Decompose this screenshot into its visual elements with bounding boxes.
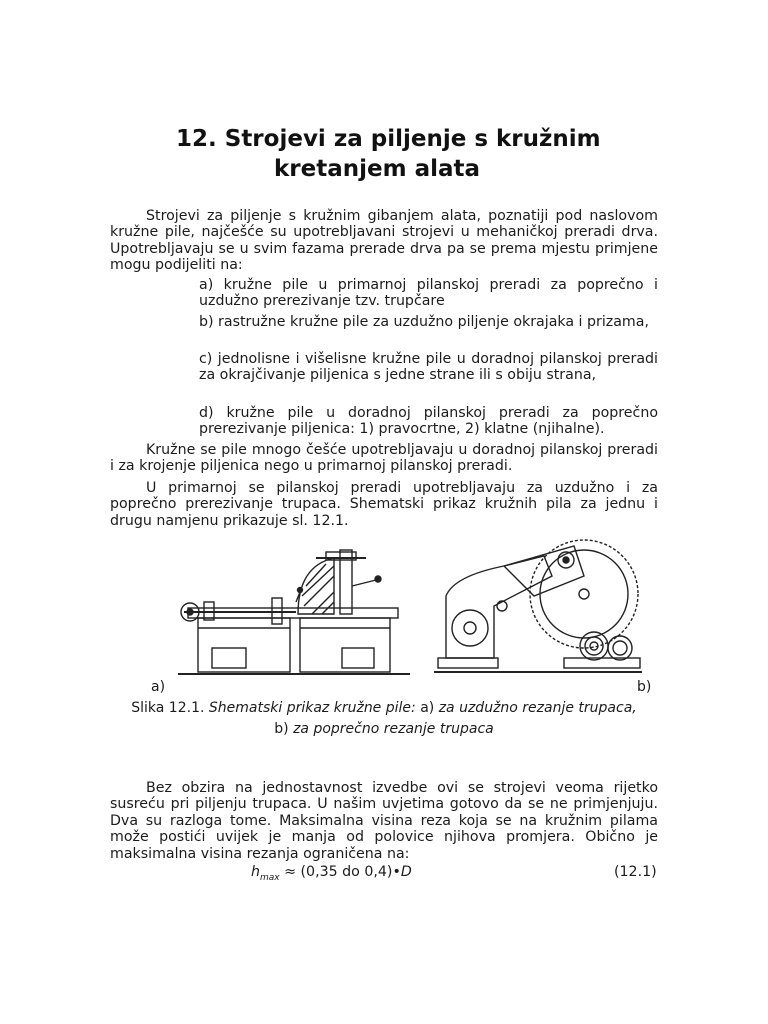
paragraph-3: U primarnoj se pilanskoj preradi upotrebljavaju za uzdužno i za poprečno prerezivanje trupaca. Shematski prikaz kružnih pila za jednu i drugu namjenu prikazuje sl. 12.1. bbox=[110, 480, 658, 529]
caption-b-marker: b) bbox=[274, 720, 289, 737]
paragraph-4: Bez obzira na jednostavnost izvedbe ovi se strojevi veoma rijetko susreću pri piljenju trupaca. U našim uvjetima gotovo da se ne primjenjuju. Dva su razloga tome. Maksimalna visina reza koja se na kružnim pilama može postići uvijek je manja od polovice njihova promjera. Obično je maksimalna visina rezanja ograničena na: bbox=[110, 780, 658, 862]
figure-caption-line2 bbox=[110, 721, 658, 738]
figure-a-longitudinal-saw-drawing bbox=[176, 536, 412, 678]
formula-d: D bbox=[400, 864, 412, 880]
figure-caption-line1 bbox=[110, 700, 658, 717]
figure-label-b: b) bbox=[637, 679, 652, 695]
formula-subscript: max bbox=[260, 872, 280, 883]
caption-prefix: Slika 12.1. bbox=[131, 700, 205, 716]
caption-italic-3: za poprečno rezanje trupaca bbox=[293, 720, 494, 737]
formula-12-1 bbox=[251, 864, 412, 883]
figure-label-a: a) bbox=[151, 679, 166, 695]
formula-h: h bbox=[251, 864, 260, 880]
chapter-title bbox=[176, 124, 601, 184]
figure-b-crosscut-saw-drawing bbox=[434, 536, 644, 678]
list-item-c: c) jednolisne i višelisne kružne pile u doradnoj pilanskoj preradi za okrajčivanje piljenica s jedne strane ili s obiju strana, bbox=[199, 351, 658, 384]
caption-italic-2: za uzdužno rezanje trupaca, bbox=[438, 700, 637, 716]
caption-a-marker: a) bbox=[420, 700, 435, 716]
chapter-title-line2: kretanjem alata bbox=[274, 156, 481, 182]
chapter-title-line1: 12. Strojevi za piljenje s kružnim bbox=[176, 126, 601, 152]
list-item-a: a) kružne pile u primarnoj pilanskoj preradi za poprečno i uzdužno prerezivanje tzv. trupčare bbox=[199, 277, 658, 310]
intro-paragraph: Strojevi za piljenje s kružnim gibanjem alata, poznatiji pod naslovom kružne pile, najčešće su upotrebljavani strojevi u mehaničkoj preradi drva. Upotrebljavaju se u svim fazama prerade drva pa se prema mjestu primjene mogu podijeliti na: bbox=[110, 208, 658, 274]
paragraph-2: Kružne se pile mnogo češće upotrebljavaju u doradnoj pilanskoj preradi i za krojenje piljenica nego u primarnoj pilanskoj preradi. bbox=[110, 442, 658, 475]
figure-caption bbox=[110, 700, 658, 737]
caption-italic-1: Shematski prikaz kružne pile: bbox=[208, 700, 416, 716]
formula-expression: ≈ (0,35 do 0,4)• bbox=[284, 864, 401, 880]
list-item-d: d) kružne pile u doradnoj pilanskoj preradi za poprečno prerezivanje piljenica: 1) pravocrtne, 2) klatne (njihalne). bbox=[199, 405, 658, 438]
list-item-b: b) rastružne kružne pile za uzdužno piljenje okrajaka i prizama, bbox=[199, 314, 649, 330]
formula-number: (12.1) bbox=[614, 864, 657, 880]
